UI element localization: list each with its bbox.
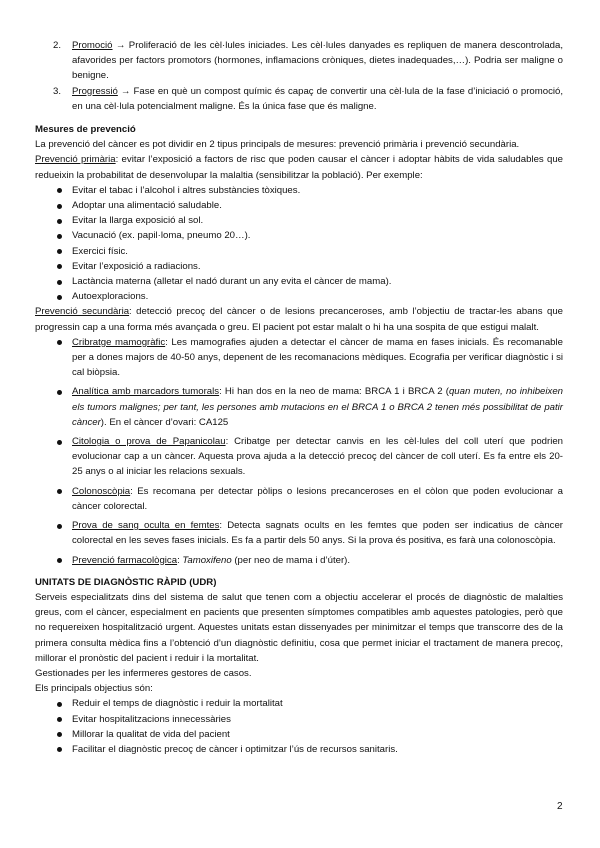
term-progressio: Progressió [72, 85, 118, 97]
item-text: : Les mamografies ajuden a detectar el càncer de mama en fases inicials. És recomanable per a dones majors de 40-50 anys, depenent de les recomanacions mèdiques. Ecografia per verificar diagnòstic i si cal biòpsia. [72, 336, 563, 379]
list-item: Autoexploracions. [35, 289, 563, 304]
list-item [35, 518, 563, 548]
list-item [35, 434, 563, 480]
list-item: Evitar l’exposició a radiacions. [35, 259, 563, 274]
term-analitica: Analítica amb marcadors tumorals [72, 386, 220, 398]
udr-objectives-intro: Els principals objectius són: [35, 683, 153, 695]
secondary-prevention-paragraph [35, 304, 563, 334]
list-item: Facilitar el diagnòstic precoç de càncer i optimitzar l’ús de recursos sanitaris. [35, 742, 563, 757]
primary-prevention-term: Prevenció primària [35, 154, 116, 166]
primary-prevention-list [35, 183, 563, 305]
item-text-italic: quan muten, no inhibeixen els tumors malignes; per tant, les persones amb mutacions en el BRCA 1 o BRCA 2 tenen més possibilitat de patir càncer [72, 386, 563, 428]
item-text: : Detecta sagnats ocults en les femtes que poden ser indicatius de càncer colorectal en les seves fases inicials. Es fa a partir dels 50 anys. Si la prova és positiva, es farà una colonoscòpia. [72, 520, 563, 547]
item-text: : [177, 554, 183, 566]
carcinogenesis-stages-list [35, 38, 563, 114]
item-text: : Hi han dos en la neo de mama: BRCA 1 i BRCA 2 ( [219, 386, 449, 398]
list-item: Vacunació (ex. papil·loma, pneumo 20…). [35, 228, 563, 243]
primary-prevention-text: : evitar l’exposició a factors de risc que poden causar el càncer i adoptar hàbits de vida saludables que redueixin la probabilitat de desenvolupar la malaltia (sensibilitzar la població). Per exemple: [35, 154, 563, 181]
item-text: → Proliferació de les cèl·lules iniciades. Les cèl·lules danyades es repliquen de manera descontrolada, afavorides per factors promotors (hormones, inflamacions cròniques, dietes inadequades,…). Podria ser maligne o benigne. [72, 40, 563, 82]
term-citologia: Citologia o prova de Papanicolau [72, 436, 226, 448]
item-text-italic: Tamoxifeno [182, 554, 232, 566]
list-item [35, 38, 563, 84]
term-colonoscopia: Colonoscòpia [72, 485, 131, 497]
primary-prevention-paragraph [35, 152, 563, 182]
page-number: 2 [557, 801, 563, 812]
item-text: → Fase en què un compost químic és capaç de convertir una cèl·lula de la fase d’iniciació o promoció, en una cèl·lula potencialment maligne. És la única fase que és maligne. [72, 85, 563, 112]
secondary-prevention-text: : detecció precoç del càncer o de lesions precanceroses, amb l’objectiu de tractar-les abans que progressin cap a una forma més avançada o greu. El pacient pot estar malalt o hi ha una sospita de que estigui malalt. [35, 306, 563, 333]
item-text: : Cribatge per detectar canvis en les cèl·lules del coll uterí que podrien evolucionar cap a un càncer. Aquesta prova ajuda a la detecció precoç del càncer de coll uterí. Es fa entre els 20-25 anys o al iniciar les relacions sexuals. [72, 436, 563, 478]
list-item: Lactància materna (alletar el nadó durant un any evita el càncer de mama). [35, 274, 563, 289]
term-cribratge: Cribratge mamogràfic [72, 336, 166, 348]
page-content [35, 38, 563, 757]
list-item: Millorar la qualitat de vida del pacient [35, 727, 563, 742]
secondary-prevention-list [35, 335, 563, 568]
list-item [35, 84, 563, 114]
udr-heading: UNITATS DE DIAGNÒSTIC RÀPID (UDR) [35, 576, 217, 588]
term-promocio: Promoció [72, 40, 113, 51]
list-item: Reduir el temps de diagnòstic i reduir la mortalitat [35, 696, 563, 711]
udr-paragraph: Serveis especialitzats dins del sistema de salut que tenen com a objectiu accelerar el procés de diagnòstic de malalties greus, com el càncer, especialment en pacients que presenten símptomes compatibles amb aquestes patologies, però que no requereixen hospitalització urgent. Aquestes unitats estan dissenyades per minimitzar el temps que transcorre des de la primera consulta mèdica fins a l’obtenció d’un diagnòstic definitiu, cosa que permet iniciar el tractament de manera precoç, millorar el pronòstic del pacient i reduir i la mortalitat. [35, 591, 563, 664]
list-item: Evitar la llarga exposició al sol. [35, 213, 563, 228]
list-item [35, 484, 563, 514]
item-text: : Es recomana per detectar pòlips o lesions precanceroses en el còlon que poden evolucionar a càncer colorectal. [72, 485, 563, 512]
secondary-prevention-term: Prevenció secundària [35, 306, 130, 318]
item-text: ). En el càncer d’ovari: CA125 [100, 416, 229, 428]
term-sang-oculta: Prova de sang oculta en femtes [72, 520, 220, 532]
list-item: Evitar el tabac i l’alcohol i altres substàncies tòxiques. [35, 183, 563, 198]
item-number: 2. [53, 40, 62, 51]
list-item: Exercici físic. [35, 244, 563, 259]
list-item [35, 335, 563, 381]
list-item: Adoptar una alimentació saludable. [35, 198, 563, 213]
item-number: 3. [53, 85, 62, 97]
term-farmacologica: Prevenció farmacològica [72, 554, 178, 566]
udr-objectives-list [35, 696, 563, 757]
prevention-heading: Mesures de prevenció [35, 124, 136, 136]
list-item [35, 553, 563, 568]
prevention-intro: La prevenció del càncer es pot dividir en 2 tipus principals de mesures: prevenció primària i prevenció secundària. [35, 139, 520, 151]
list-item: Evitar hospitalitzacions innecessàries [35, 712, 563, 727]
udr-managed-text: Gestionades per les infermeres gestores de casos. [35, 667, 252, 679]
item-text: (per neo de mama i d’úter). [231, 554, 351, 566]
list-item [35, 384, 563, 430]
